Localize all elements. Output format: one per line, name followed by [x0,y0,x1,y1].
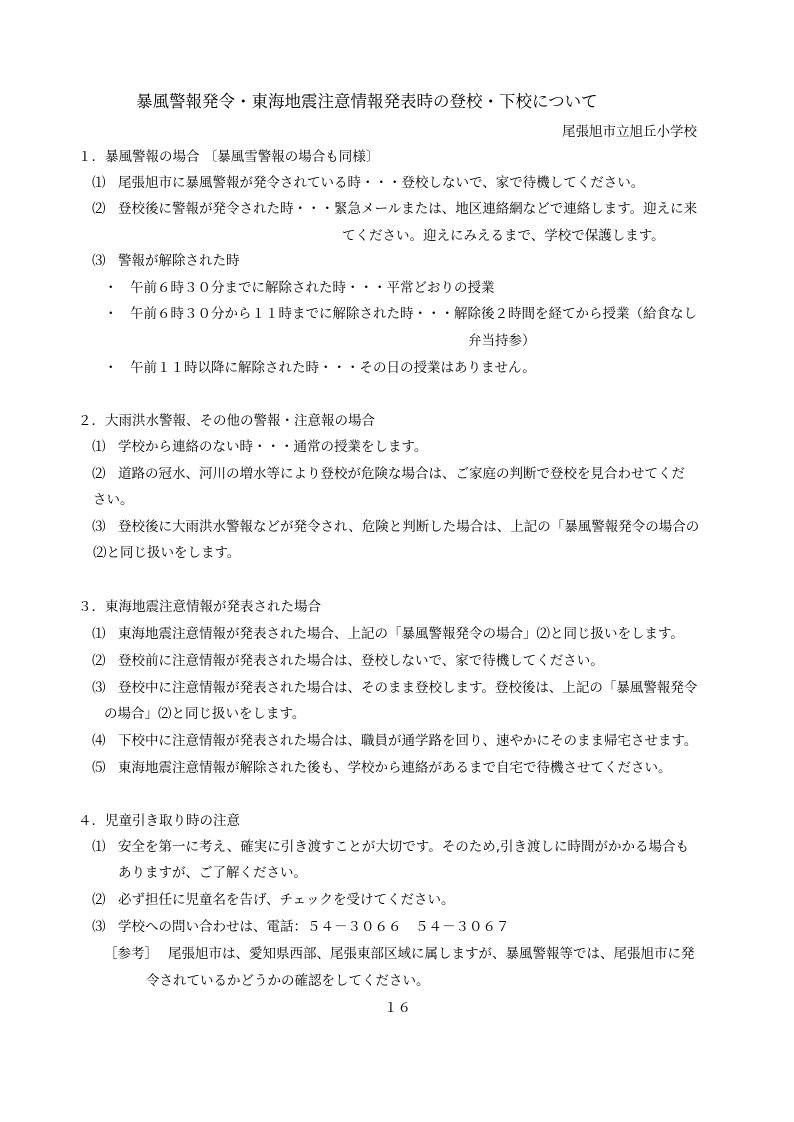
item-continuation: さい。 [93,492,134,508]
note-text: 尾張旭市は、愛知県西部、尾張東部区域に属しますが、暴風警報等では、尾張旭市に発 [168,946,695,962]
school-name: 尾張旭市立旭丘小学校 [562,124,697,140]
section-2-heading: ２．大雨洪水警報、その他の警報・注意報の場合 [78,413,375,429]
item-text: 登校前に注意情報が発表された場合は、登校しないで、家で待機してください。 [118,653,604,669]
item-text: 登校中に注意情報が発表された場合は、そのまま登校します。登校後は、上記の「暴風警報発令 [118,680,698,696]
item-text: 尾張旭市に暴風警報が発令されている時・・・登校しないで、家で待機してください。 [118,175,645,191]
item-number: ⑴ [92,839,106,855]
bullet-text: 午前１１時以降に解除された時・・・その日の授業はありません。 [130,360,536,376]
item-number: ⑷ [92,733,106,749]
note-continuation: 令されているかどうかの確認をしてください。 [146,973,430,989]
item-number: ⑴ [92,626,106,642]
item-continuation: ⑵と同じ扱いをします。 [93,545,241,561]
item-number: ⑵ [92,653,106,669]
item-number: ⑴ [92,439,106,455]
note-label: ［参考］ [104,946,158,962]
item-number: ⑵ [92,466,106,482]
item-text: 東海地震注意情報が解除された後も、学校から連絡があるまで自宅で待機させてください。 [118,760,672,776]
item-number: ⑶ [92,253,106,269]
item-number: ⑶ [92,680,106,696]
section-3-heading: ３．東海地震注意情報が発表された場合 [78,599,321,615]
item-text: 安全を第一に考え、確実に引き渡すことが大切です。そのため,引き渡しに時間がかかる場合も [118,839,690,855]
bullet-mark: ・ [104,280,118,296]
item-number: ⑵ [92,892,106,908]
bullet-text: 午前６時３０分までに解除された時・・・平常どおりの授業 [130,280,495,296]
item-continuation: ありますが、ご了解ください。 [118,865,307,881]
item-text: 登校後に警報が発令された時・・・緊急メールまたは、地区連絡網などで連絡します。迎えに来 [118,201,698,217]
item-number: ⑶ [92,919,106,935]
section-1-heading: １．暴風警報の場合 〔暴風雪警報の場合も同様〕 [78,149,380,165]
item-text: 学校から連絡のない時・・・通常の授業をします。 [118,439,428,455]
item-text: 学校への問い合わせは、電話：５４－３０６６ ５４－３０６７ [118,919,510,935]
bullet-mark: ・ [104,306,118,322]
item-number: ⑴ [92,175,106,191]
item-number: ⑵ [92,201,106,217]
item-number: ⑶ [92,519,106,535]
page-number: １６ [384,1000,411,1016]
item-continuation: てください。迎えにみえるまで、学校で保護します。 [342,228,665,244]
bullet-text: 午前６時３０分から１１時までに解除された時・・・解除後２時間を経てから授業（給食なし [130,306,697,322]
bullet-continuation: 弁当持参） [468,333,536,349]
bullet-mark: ・ [104,360,118,376]
item-text: 登校後に大雨洪水警報などが発令され、危険と判断した場合は、上記の「暴風警報発令の場合の [118,519,700,535]
page-title: 暴風警報発令・東海地震注意情報発表時の登校・下校について [136,92,598,111]
item-text: 必ず担任に児童名を告げ、チェックを受けてください。 [118,892,455,908]
item-continuation: の場合」⑵と同じ扱いをします。 [104,706,306,722]
item-text: 東海地震注意情報が発表された場合、上記の「暴風警報発令の場合」⑵と同じ扱いをします。 [118,626,684,642]
section-4-heading: ４．児童引き取り時の注意 [78,813,240,829]
item-text: 警報が解除された時 [118,253,240,269]
item-text: 道路の冠水、河川の増水等により登校が危険な場合は、ご家庭の判断で登校を見合わせてくだ [118,466,685,482]
item-text: 下校中に注意情報が発表された場合は、職員が通学路を回り、速やかにそのまま帰宅させます。 [118,733,698,749]
item-number: ⑸ [92,760,106,776]
